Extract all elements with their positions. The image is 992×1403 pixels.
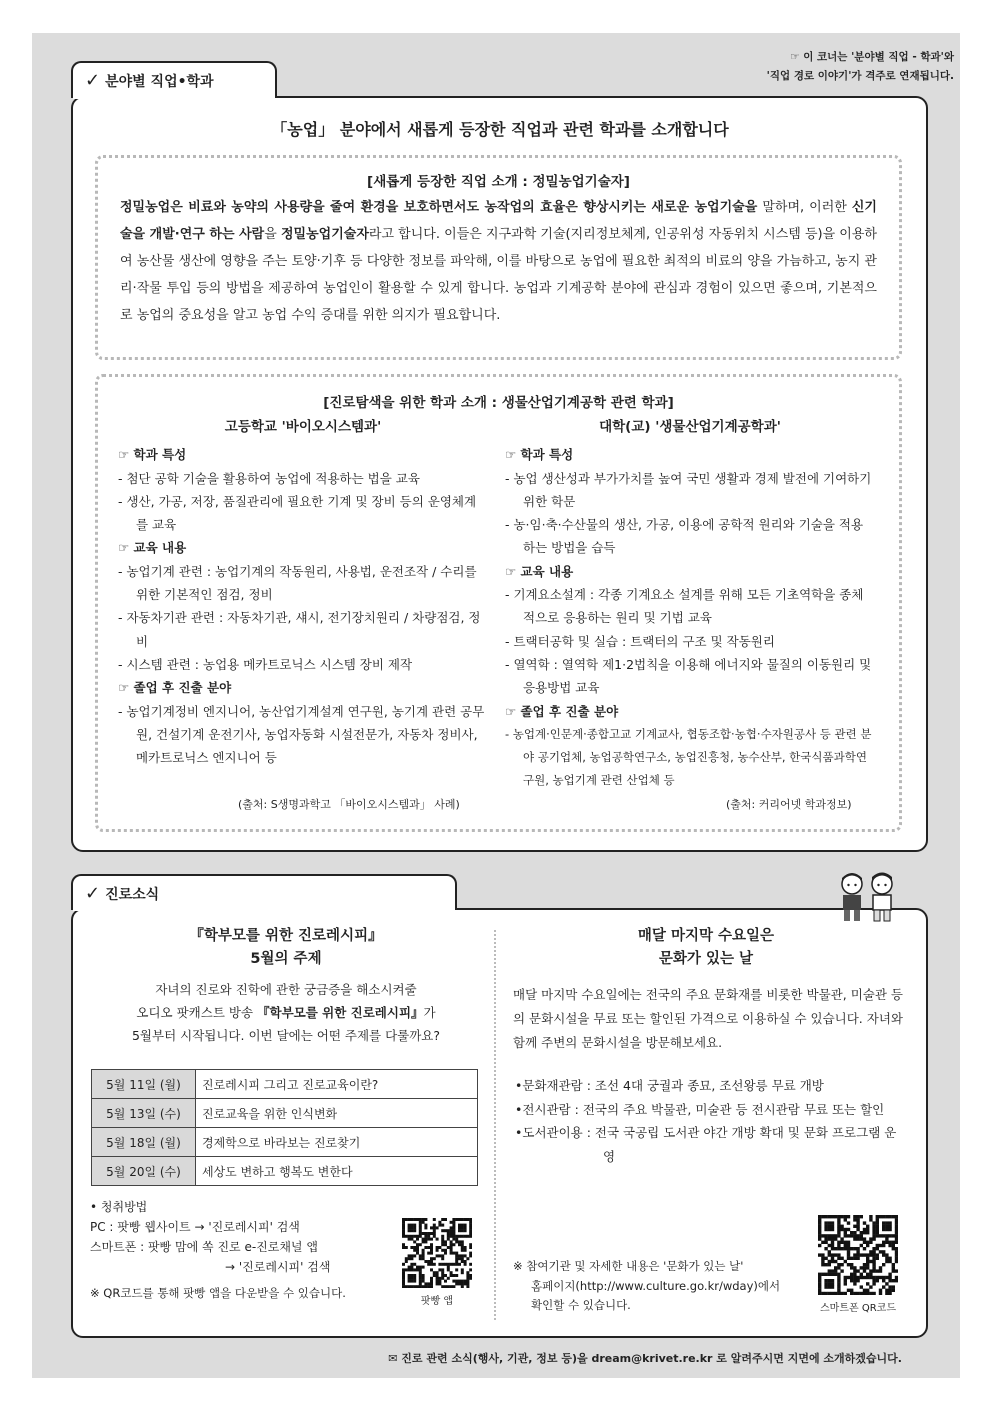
culture-bullets [515, 1074, 905, 1168]
corner-note [767, 48, 954, 86]
recipe-intro-line2 [84, 1001, 488, 1024]
ref-line2: 홈페이지(http://www.culture.go.kr/wday)에서 [531, 1278, 781, 1293]
corner-note-line2: '직업 경로 이야기'가 격주로 연재됩니다. [766, 70, 954, 82]
culture-title-line2: 문화가 있는 날 [658, 951, 754, 967]
major-left-l3: - 농업기계 관련 : 농업기계의 작동원리, 사용법, 운전조작 / 수리를 위한 기본적인 점검, 정비 [118, 563, 477, 603]
major-left-h3: ☞ 졸업 후 진출 분야 [118, 680, 232, 696]
bullet-library: •도서관이용 : 전국 국공립 도서관 야간 개방 확대 및 문화 프로그램 운영 [515, 1125, 897, 1164]
tab-label: 분야별 직업•학과 [105, 74, 214, 90]
recipe-intro [84, 978, 488, 1047]
listen-howto [90, 1197, 346, 1303]
qr-code-podbbang[interactable] [402, 1218, 472, 1288]
job-intro-box [95, 155, 902, 360]
job-text-a: 말하며, 이러한 [762, 200, 852, 215]
major-right-column [505, 416, 875, 793]
culture-day-text: 매달 마지막 수요일에는 전국의 주요 문화재를 비롯한 박물관, 미술관 등의 문화시설을 무료 또는 할인된 가격으로 이용하실 수 있습니다. 자녀와 함께 주변의 문화시설을 방문해보세요. [513, 987, 903, 1050]
schedule-topic: 세상도 변하고 행복도 변한다 [196, 1157, 478, 1186]
recipe-intro-show: 『학부모를 위한 진로레시피』 [257, 1005, 424, 1020]
job-text-d: 정밀농업기술자 [280, 227, 369, 242]
recipe-intro-tail: 가 [423, 1005, 436, 1020]
tab-join [73, 907, 455, 911]
schedule-date: 5월 11일 (월) [92, 1070, 196, 1099]
major-left-title: 고등학교 '바이오시스템과' [224, 419, 382, 435]
recipe-title-line1: 『학부모를 위한 진로레시피』 [189, 928, 383, 944]
culture-title-line1: 매달 마지막 수요일은 [637, 928, 775, 944]
recipe-intro-line1: 자녀의 진로와 진학에 관한 궁금증을 해소시켜줄 [155, 982, 417, 997]
ref-line1: ※ 참여기관 및 자세한 내용은 '문화가 있는 날' [513, 1259, 744, 1273]
howto-phone: 스마트폰 : 팟빵 맘에 쏙 진로 e-진로채널 앱 [90, 1240, 318, 1254]
major-left-l2: - 생산, 가공, 저장, 품질관리에 필요한 기계 및 장비 등의 운영체계를 교육 [118, 493, 477, 533]
schedule-topic: 진로레시피 그리고 진로교육이란? [196, 1070, 478, 1099]
major-right-l2: - 농·임·축·수산물의 생산, 가공, 이용에 공학적 원리와 기술을 적용하는 방법을 습득 [505, 517, 864, 556]
job-text-e: 라고 합니다. 이들은 지구과학 기술(지리정보체계, 인공위성 자동위치 시스템 등)을 이용하여 농산물 생산에 영향을 주는 토양·기후 등 다양한 정보를 파악해, 이를 바탕으로 농업에 필요한 최적의 비료의 양을 가늠하고, 농지 관리·작물 투입 등의 방법을 제공하여 농업인이 활용할 수 있게 합니다. 농업과 기계공학 분야에 관심과 경험이 있으면 좋으며, 기본적으로 농업의 중요성을 알고 농업 수익 증대를 위한 의지가 필요합니다. [120, 227, 877, 323]
major-left-l5: - 시스템 관련 : 농업용 메카트로닉스 시스템 장비 제작 [118, 656, 413, 672]
major-right-l6: - 농업계·인문계·종합고교 기계교사, 협동조합·농협·수자원공사 등 관련 분야 공기업체, 농업공학연구소, 농업진흥청, 농수산부, 한국식품과학연구원, 농업기계 관련 산업체 등 [505, 726, 872, 788]
table-row [92, 1099, 478, 1128]
recipe-intro-line3: 5월부터 시작됩니다. 이번 달에는 어떤 주제를 다룰까요? [131, 1028, 441, 1043]
job-text-c: 을 [264, 227, 281, 242]
table-row [92, 1157, 478, 1186]
bullet-heritage: •문화재관람 : 조선 4대 궁궐과 종묘, 조선왕릉 무료 개방 [515, 1078, 824, 1093]
table-row [92, 1128, 478, 1157]
column-divider [494, 930, 496, 1320]
major-right-h1: ☞ 학과 특성 [505, 447, 574, 463]
schedule-table [91, 1069, 478, 1186]
qr-code-culture[interactable] [818, 1215, 898, 1295]
job-intro-title: [새롭게 등장한 직업 소개 : 정밀농업기술자] [367, 174, 630, 190]
recipe-title [90, 925, 482, 971]
qr-note: ※ QR코드를 통해 팟빵 앱을 다운받을 수 있습니다. [90, 1286, 346, 1300]
tab-join [73, 95, 275, 99]
job-text-b: 신기술을 개발·연구 하는 사람 [120, 200, 877, 242]
culture-reference [513, 1257, 803, 1316]
tab-label: 진로소식 [105, 887, 160, 903]
howto-phone-search: → '진로레시피' 검색 [225, 1260, 331, 1274]
schedule-date: 5월 13일 (수) [92, 1099, 196, 1128]
section-news-tab [71, 874, 457, 910]
major-right-source: (출처: 커리어넷 학과정보) [726, 798, 852, 811]
major-right-h3: ☞ 졸업 후 진출 분야 [505, 703, 619, 719]
qr-caption-culture: 스마트폰 QR코드 [820, 1303, 896, 1314]
corner-note-line1: ☞ 이 코너는 '분야별 직업 - 학과'와 [790, 51, 954, 63]
section-headline: 「농업」 분야에서 새롭게 등장한 직업과 관련 학과를 소개합니다 [271, 120, 729, 139]
major-right-h2: ☞ 교육 내용 [505, 563, 574, 579]
major-right-title: 대학(교) '생물산업기계공학과' [599, 419, 781, 435]
major-left-h1: ☞ 학과 특성 [118, 447, 187, 463]
major-right-l5: - 열역학 : 열역학 제1·2법칙을 이용해 에너지와 물질의 이동원리 및 응용방법 교육 [505, 656, 872, 696]
howto-pc: PC : 팟빵 웹사이트 → '진로레시피' 검색 [90, 1220, 300, 1234]
schedule-date: 5월 20일 (수) [92, 1157, 196, 1186]
ref-line3: 확인할 수 있습니다. [531, 1298, 631, 1312]
majors-title: [진로탐색을 위한 학과 소개 : 생물산업기계공학 관련 학과] [323, 395, 674, 411]
howto-title: • 청취방법 [90, 1200, 148, 1214]
recipe-intro-text: 오디오 팟캐스트 방송 [136, 1005, 257, 1020]
footer-notice: ✉ 진로 관련 소식(행사, 기관, 정보 등)을 dream@krivet.re.kr 로 알려주시면 지면에 소개하겠습니다. [388, 1352, 902, 1365]
major-left-l6: - 농업기계정비 엔지니어, 농산업기계설계 연구원, 농기계 관련 공무원, 건설기계 운전기사, 농업자동화 시설전문가, 자동차 정비사, 메카트로닉스 엔지니어 등 [118, 703, 485, 766]
table-row [92, 1070, 478, 1099]
major-left-source: (출처: S생명과학고 「바이오시스템과」 사례) [238, 798, 460, 811]
major-left-l4: - 자동차기관 관련 : 자동차기관, 섀시, 전기장치원리 / 차량점검, 정비 [118, 610, 481, 649]
schedule-topic: 경제학으로 바라보는 진로찾기 [196, 1128, 478, 1157]
schedule-topic: 진로교육을 위한 인식변화 [196, 1099, 478, 1128]
major-left-h2: ☞ 교육 내용 [118, 540, 187, 556]
culture-day-title [510, 925, 902, 971]
major-left-l1: - 첨단 공학 기술을 활용하여 농업에 적용하는 법을 교육 [118, 470, 420, 486]
schedule-date: 5월 18일 (월) [92, 1128, 196, 1157]
recipe-title-line2: 5월의 주제 [250, 951, 322, 967]
check-icon: ✓ [85, 883, 101, 904]
bullet-exhibition: •전시관람 : 전국의 주요 박물관, 미술관 등 전시관람 무료 또는 할인 [515, 1101, 885, 1117]
two-kids-icon [836, 870, 900, 922]
major-right-l4: - 트랙터공학 및 실습 : 트랙터의 구조 및 작동원리 [505, 633, 775, 649]
check-icon: ✓ [85, 70, 101, 91]
qr-caption-podbbang: 팟빵 앱 [420, 1296, 454, 1307]
job-intro-text [120, 194, 877, 329]
job-intro-lead: 정밀농업은 비료와 농약의 사용량을 줄여 환경을 보호하면서도 농작업의 효율은 향상시키는 새로운 농업기술을 [120, 200, 758, 215]
major-right-l3: - 기계요소설계 : 각종 기계요소 설계를 위해 모든 기초역학을 종체적으로 응용하는 원리 및 기법 교육 [505, 587, 864, 626]
major-left-column [118, 416, 488, 769]
section-jobs-tab [71, 61, 277, 98]
major-right-l1: - 농업 생산성과 부가가치를 높여 국민 생활과 경제 발전에 기여하기 위한 학문 [505, 470, 872, 509]
